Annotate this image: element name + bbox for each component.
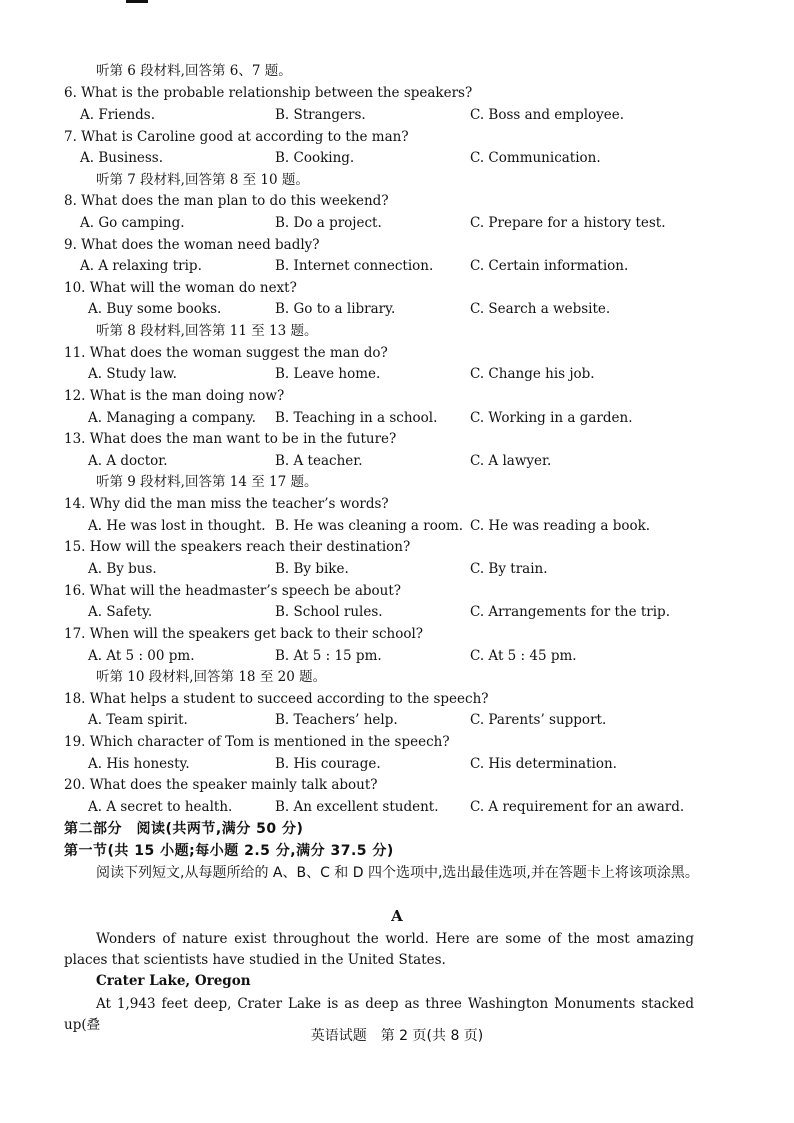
option-c: C. A lawyer.	[470, 453, 552, 469]
option-c: C. His determination.	[470, 756, 617, 772]
option-b: B. He was cleaning a room.	[275, 518, 464, 534]
option-c: C. By train.	[470, 561, 548, 577]
option-a: A. Safety.	[88, 604, 153, 620]
passage-subtitle: Crater Lake, Oregon	[96, 973, 251, 989]
option-c: C. He was reading a book.	[470, 518, 651, 534]
question-18: 18. What helps a student to succeed according to the speech?	[64, 691, 489, 707]
reading-instruction: 阅读下列短文,从每题所给的 A、B、C 和 D 四个选项中,选出最佳选项,并在答题卡上将该项涂黑。	[96, 865, 699, 881]
question-12: 12. What is the man doing now?	[64, 388, 285, 404]
option-a: A. Go camping.	[80, 215, 185, 231]
option-b: B. Leave home.	[275, 366, 381, 382]
option-c: C. Communication.	[470, 150, 601, 166]
question-14: 14. Why did the man miss the teacher’s words?	[64, 496, 389, 512]
option-b: B. A teacher.	[275, 453, 363, 469]
question-17: 17. When will the speakers get back to their school?	[64, 626, 424, 642]
question-13: 13. What does the man want to be in the future?	[64, 431, 397, 447]
option-a: A. He was lost in thought.	[88, 518, 266, 534]
question-8: 8. What does the man plan to do this weekend?	[64, 193, 389, 209]
option-b: B. At 5 : 15 pm.	[275, 648, 382, 664]
corner-mark	[126, 0, 148, 3]
passage-label: A	[391, 907, 403, 925]
question-20: 20. What does the speaker mainly talk about?	[64, 777, 378, 793]
question-15: 15. How will the speakers reach their destination?	[64, 539, 411, 555]
passage-intro: Wonders of nature exist throughout the world. Here are some of the most amazing places that scientists have studied in the United States.	[64, 931, 694, 968]
option-a: A. By bus.	[88, 561, 157, 577]
section-instruction-6: 听第 6 段材料,回答第 6、7 题。	[96, 63, 292, 79]
option-a: A. A secret to health.	[88, 799, 233, 815]
option-a: A. Team spirit.	[88, 712, 188, 728]
option-a: A. Business.	[80, 150, 164, 166]
option-b: B. Go to a library.	[275, 301, 396, 317]
option-c: C. Certain information.	[470, 258, 629, 274]
option-c: C. Search a website.	[470, 301, 611, 317]
option-a: A. At 5 : 00 pm.	[88, 648, 195, 664]
section-instruction-9: 听第 9 段材料,回答第 14 至 17 题。	[96, 474, 318, 490]
option-a: A. Managing a company.	[88, 410, 256, 426]
option-b: B. Teaching in a school.	[275, 410, 438, 426]
question-9: 9. What does the woman need badly?	[64, 237, 320, 253]
option-c: C. Change his job.	[470, 366, 595, 382]
option-b: B. By bike.	[275, 561, 349, 577]
option-b: B. Teachers’ help.	[275, 712, 398, 728]
section-instruction-8: 听第 8 段材料,回答第 11 至 13 题。	[96, 323, 318, 339]
option-b: B. Cooking.	[275, 150, 355, 166]
option-a: A. Buy some books.	[88, 301, 222, 317]
option-a: A. A doctor.	[88, 453, 168, 469]
question-19: 19. Which character of Tom is mentioned in the speech?	[64, 734, 450, 750]
option-a: A. Friends.	[80, 107, 156, 123]
option-a: A. His honesty.	[88, 756, 190, 772]
passage-paragraph: At 1,943 feet deep, Crater Lake is as deep as three Washington Monuments stacked up(叠	[64, 996, 694, 1033]
question-7: 7. What is Caroline good at according to the man?	[64, 129, 409, 145]
option-b: B. His courage.	[275, 756, 381, 772]
section-instruction-10: 听第 10 段材料,回答第 18 至 20 题。	[96, 669, 327, 685]
option-b: B. Do a project.	[275, 215, 382, 231]
option-c: C. A requirement for an award.	[470, 799, 685, 815]
option-c: C. Boss and employee.	[470, 107, 625, 123]
option-a: A. Study law.	[88, 366, 177, 382]
question-6: 6. What is the probable relationship between the speakers?	[64, 85, 473, 101]
option-c: C. Arrangements for the trip.	[470, 604, 670, 620]
option-b: B. Strangers.	[275, 107, 366, 123]
option-b: B. An excellent student.	[275, 799, 439, 815]
part-heading: 第二部分 阅读(共两节,满分 50 分)	[64, 821, 304, 837]
option-b: B. Internet connection.	[275, 258, 434, 274]
option-c: C. Prepare for a history test.	[470, 215, 666, 231]
question-10: 10. What will the woman do next?	[64, 280, 297, 296]
question-11: 11. What does the woman suggest the man do?	[64, 345, 388, 361]
section-heading: 第一节(共 15 小题;每小题 2.5 分,满分 37.5 分)	[64, 843, 394, 859]
section-instruction-7: 听第 7 段材料,回答第 8 至 10 题。	[96, 172, 309, 188]
option-a: A. A relaxing trip.	[80, 258, 202, 274]
option-c: C. At 5 : 45 pm.	[470, 648, 577, 664]
option-c: C. Working in a garden.	[470, 410, 633, 426]
option-b: B. School rules.	[275, 604, 383, 620]
option-c: C. Parents’ support.	[470, 712, 607, 728]
question-16: 16. What will the headmaster’s speech be about?	[64, 583, 402, 599]
page-footer: 英语试题 第 2 页(共 8 页)	[310, 1028, 484, 1044]
